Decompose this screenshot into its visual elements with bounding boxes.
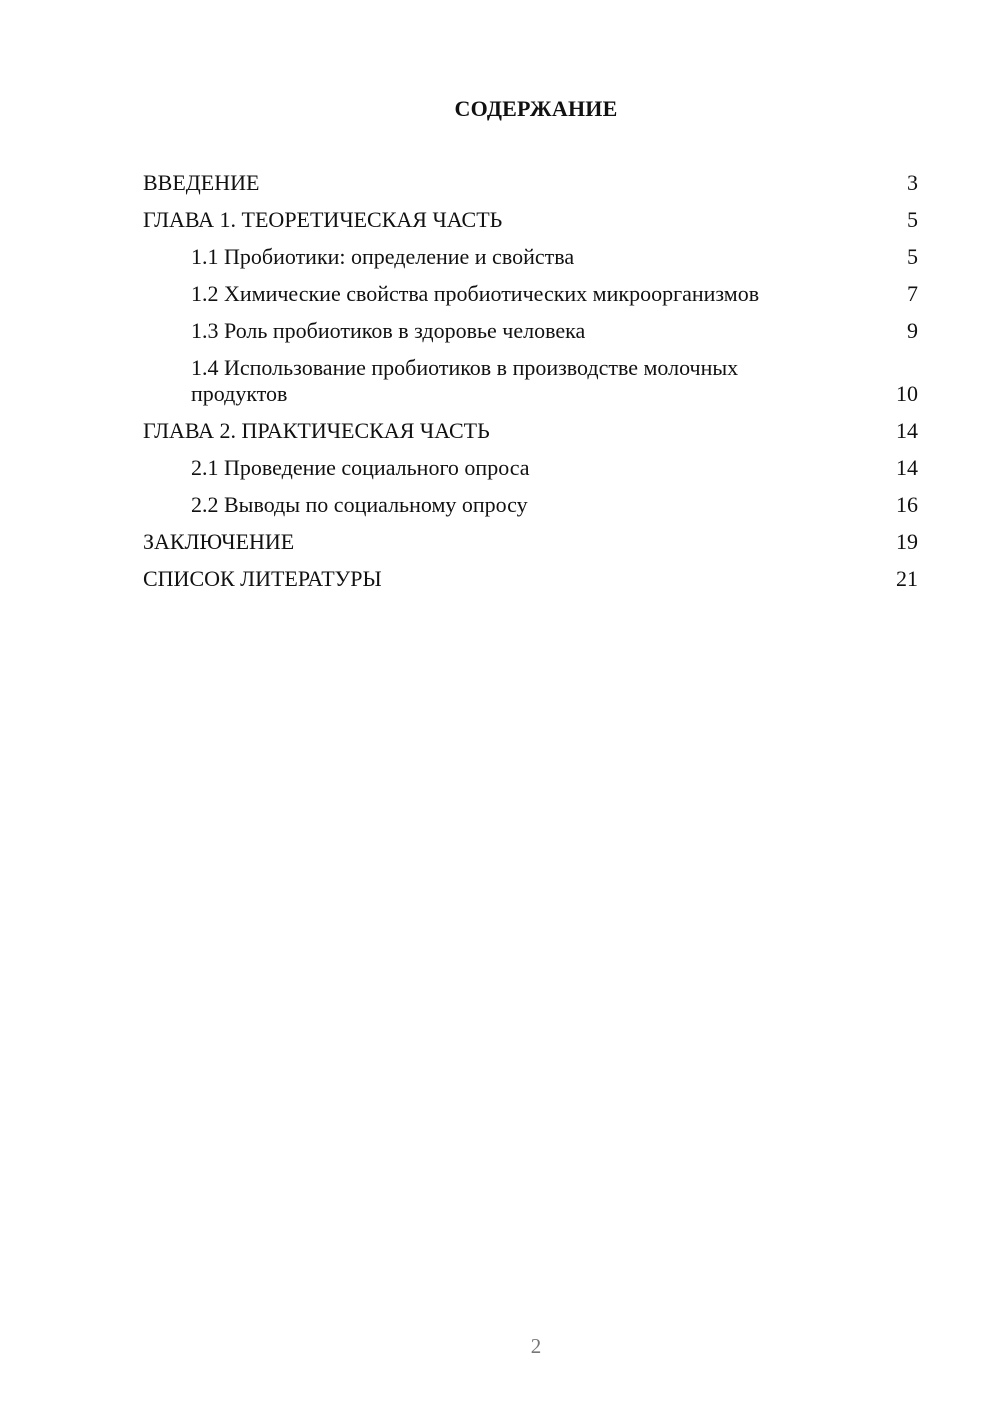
toc-entry-label: 2.2 Выводы по социальному опросу [191,492,528,517]
toc-entry-label: ГЛАВА 2. ПРАКТИЧЕСКАЯ ЧАСТЬ [143,418,490,443]
toc-entry-page: 21 [896,566,918,591]
toc-entry-chapter-2[interactable] [143,418,918,444]
toc-entry-label: 2.1 Проведение социального опроса [191,455,530,480]
page-title: СОДЕРЖАНИЕ [454,96,618,121]
toc-entry-label: ГЛАВА 1. ТЕОРЕТИЧЕСКАЯ ЧАСТЬ [143,207,503,232]
toc-entry-page: 14 [896,418,918,443]
toc-entry-label: СПИСОК ЛИТЕРАТУРЫ [143,566,382,591]
toc-entry-page: 9 [907,318,918,343]
toc-entry-section-2-1[interactable] [143,455,918,481]
toc-entry-chapter-1[interactable] [143,207,918,233]
table-of-contents [143,170,918,603]
toc-entry-label: 1.1 Пробиотики: определение и свойства [191,244,575,269]
toc-entry-label: 1.3 Роль пробиотиков в здоровье человека [191,318,586,343]
toc-entry-page: 7 [907,281,918,306]
toc-entry-page: 3 [907,170,918,195]
toc-entry-section-1-4[interactable] [143,355,918,407]
toc-entry-page: 14 [896,455,918,480]
toc-entry-label: 1.2 Химические свойства пробиотических микроорганизмов [191,281,760,306]
toc-entry-page: 5 [907,207,918,232]
toc-entry-label: 1.4 Использование пробиотиков в производстве молочных продуктов [191,355,739,406]
toc-entry-page: 16 [896,492,918,517]
toc-entry-section-1-3[interactable] [143,318,918,344]
toc-entry-label: ВВЕДЕНИЕ [143,170,260,195]
toc-entry-conclusion[interactable] [143,529,918,555]
toc-entry-section-1-1[interactable] [143,244,918,270]
toc-entry-references[interactable] [143,566,918,592]
toc-entry-label: ЗАКЛЮЧЕНИЕ [143,529,295,554]
toc-entry-page: 10 [896,381,918,406]
toc-entry-introduction[interactable] [143,170,918,196]
page-number: 2 [530,1334,542,1358]
toc-entry-page: 5 [907,244,918,269]
toc-entry-page: 19 [896,529,918,554]
toc-entry-section-1-2[interactable] [143,281,918,307]
toc-entry-section-2-2[interactable] [143,492,918,518]
